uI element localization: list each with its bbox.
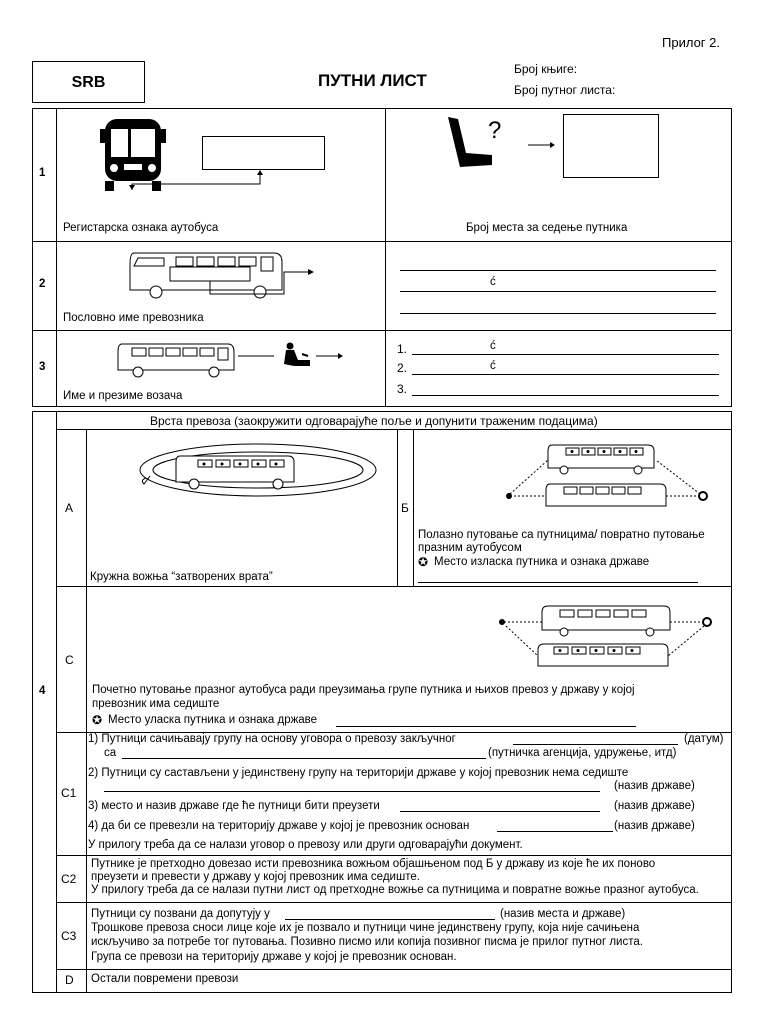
driver-mark-1: ć xyxy=(490,340,496,352)
section-C-letter: C xyxy=(65,653,74,667)
section-B-line2: празним аутобусом xyxy=(418,542,522,554)
outbound-return-icon xyxy=(500,440,715,505)
section-D-letter: D xyxy=(65,973,74,987)
c1-item3-state: (назив државе) xyxy=(614,800,695,812)
section-C3-letter: C3 xyxy=(61,929,77,943)
driver-label: Име и презиме возача xyxy=(63,390,183,402)
country-code-box xyxy=(32,61,145,103)
reg-plate-box xyxy=(202,136,325,170)
c1-note: У прилогу треба да се налази уговор о превозу или други одговарајући документ. xyxy=(88,839,523,851)
section-1-number: 1 xyxy=(39,167,46,179)
c3-line1: Путници су позвани да допутују у xyxy=(91,908,270,920)
c3-line1-tail: (назив места и државе) xyxy=(500,908,626,920)
c2-line3: У прилогу треба да се налази путни лист од претходне вожње са путницима и повратне вожње празног аутобуса. xyxy=(91,884,699,896)
seats-label: Број места за седење путника xyxy=(466,222,628,234)
seats-box xyxy=(563,114,659,178)
driver-line-3-number: 3. xyxy=(397,382,408,396)
section-C-line1: Почетно путовање празног аутобуса ради преузимања групе путника и њихов превоз у државу у којој xyxy=(92,684,635,696)
section-B-place: Место изласка путника и ознака државе xyxy=(434,556,650,568)
reg-connector-arrows xyxy=(120,170,270,192)
book-number-label: Број књиге: xyxy=(514,62,578,76)
driver-mark-2: ć xyxy=(490,360,496,372)
driver-line-2-number: 2. xyxy=(397,361,408,375)
c1-item2-state: (назив државе) xyxy=(614,780,695,792)
carrier-label: Пословно име превозника xyxy=(63,312,204,324)
section-B-line1: Полазно путовање са путницима/ повратно путовање xyxy=(418,529,705,541)
c1-item4: 4) да би се превезли на територију државе у којој је превозник основан xyxy=(88,820,470,832)
country-code: SRB xyxy=(71,74,106,91)
section-C-place-icon: ✪ xyxy=(92,713,103,727)
section-C-place: Место уласка путника и ознака државе xyxy=(108,714,318,726)
c1-item1-a: 1) Путници сачињавају групу на основу уговора о превозу закључног xyxy=(88,733,456,745)
c1-item2: 2) Путници су састављени у јединствену групу на територији државе у којој превозник нема седиште xyxy=(88,767,629,779)
section-B-place-icon: ✪ xyxy=(418,555,429,569)
c1-item4-state: (назив државе) xyxy=(614,820,695,832)
section-A-letter: A xyxy=(65,501,74,515)
seat-arrow-icon xyxy=(528,140,556,150)
section-3-number: 3 xyxy=(39,361,46,373)
carrier-mark: ć xyxy=(490,276,496,288)
section-C2-letter: C2 xyxy=(61,872,77,886)
reg-label: Регистарска ознака аутобуса xyxy=(63,222,219,234)
c2-line2: преузети и превести у државу у којој превозник има седиште. xyxy=(91,871,420,883)
section-B-letter: Б xyxy=(401,501,409,515)
section-D-label: Остали повремени превози xyxy=(91,973,239,985)
c1-item1-org: (путничка агенција, удружење, итд) xyxy=(488,747,677,759)
round-trip-icon xyxy=(138,440,378,510)
section-2-number: 2 xyxy=(39,278,46,290)
c3-line3: искључиво за потребе тог путовања. Позивно писмо или копија позивног писма је прилог путног листа. xyxy=(91,936,643,948)
driver-line-1-number: 1. xyxy=(397,342,408,356)
empty-outbound-icon xyxy=(494,600,719,670)
c1-item1-b: са xyxy=(104,747,117,759)
bus-driver-icon xyxy=(116,342,346,382)
section-4-number: 4 xyxy=(39,685,46,697)
c1-item3: 3) место и назив државе где ће путници бити преузети xyxy=(88,800,380,812)
section-C-line2: превозник има седиште xyxy=(92,698,220,710)
section-A-label: Кружна вожња “затворених врата” xyxy=(90,571,273,583)
annex-label: Прилог 2. xyxy=(662,35,720,50)
section-4-heading: Врста превоза (заокружити одговарајуће поље и допунити траженим подацима) xyxy=(150,414,598,428)
sheet-number-label: Број путног листа: xyxy=(514,83,616,97)
seat-question: ? xyxy=(488,117,502,144)
c3-line2: Трошкове превоза сноси лице које их је позвало и путници чине јединствену групу, која није сачињена xyxy=(91,922,640,934)
c3-line4: Група се превози на територију државе у којој је превозник основан. xyxy=(91,951,457,963)
page-title: ПУТНИ ЛИСТ xyxy=(318,71,427,90)
bus-side-icon xyxy=(124,250,319,300)
c2-line1: Путнике је претходно довезао исти превозника вожњом објашњеном под Б у државу из које ће их поново xyxy=(91,858,656,870)
c1-item1-date: (датум) xyxy=(684,733,724,745)
section-C1-letter: C1 xyxy=(61,786,77,800)
